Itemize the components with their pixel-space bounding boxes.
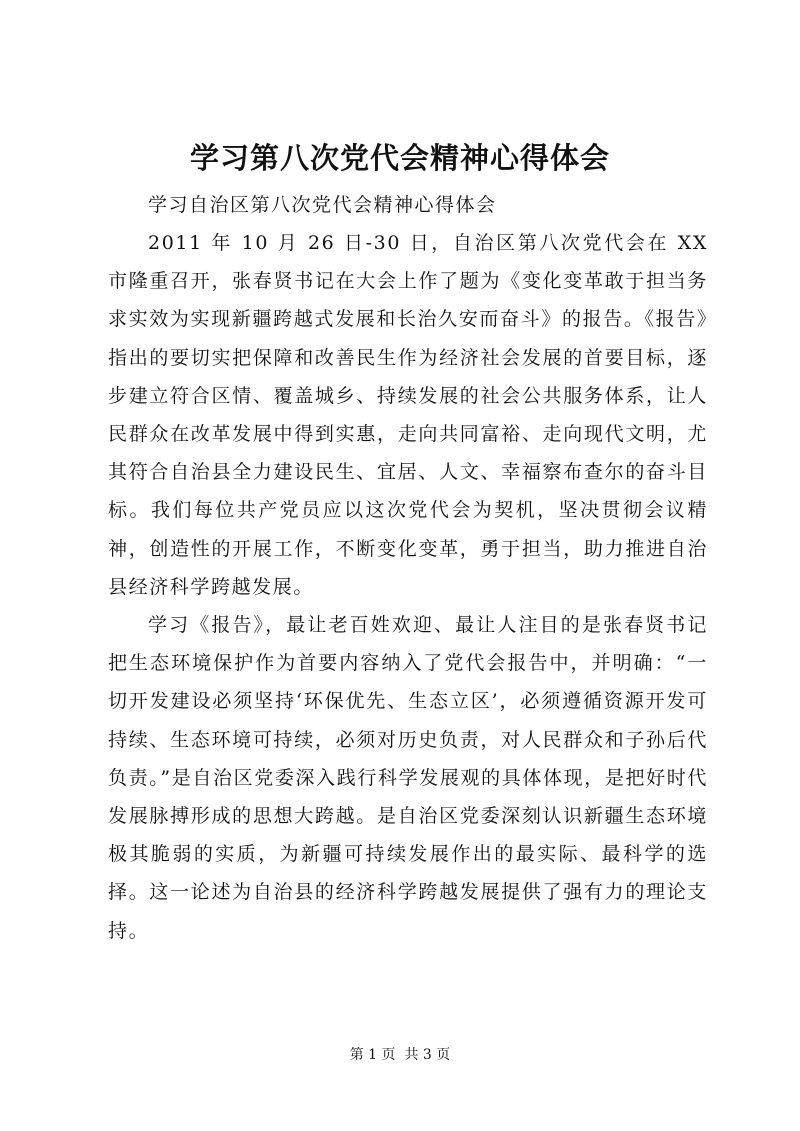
document-title: 学习第八次党代会精神心得体会 <box>189 141 610 175</box>
paragraph-2: 学习《报告》，最让老百姓欢迎、最让人注目的是张春贤书记把生态环境保护作为首要内容纳入了党代会报告中，并明确：“一切开发建设必须坚持‘环保优先、生态立区’，必须遵循资源开发可持续、生态环境可持续，必须对历史负责，对人民群众和子孙后代负责。”是自治区党委深入践行科学发展观的具体体现，是把好时代发展脉搏形成的思想大跨越。是自治区党委深刻认识新疆生态环境极其脆弱的实质，为新疆可持续发展作出的最实际、最科学的选择。这一论述为自治县的经济科学跨越发展提供了强有力的理论支持。 <box>108 614 708 942</box>
paragraph-1: 2011 年 10 月 26 日-30 日，自治区第八次党代会在 XX 市隆重召开，张春贤书记在大会上作了题为《变化变革敢于担当务求实效为实现新疆跨越式发展和长治久安而奋斗》的报告。《报告》指出的要切实把保障和改善民生作为经济社会发展的首要目标，逐步建立符合区情、覆盖城乡、持续发展的社会公共服务体系，让人民群众在改革发展中得到实惠，走向共同富裕、走向现代文明，尤其符合自治县全力建设民生、宜居、人文、幸福察布查尔的奋斗目标。我们每位共产党员应以这次党代会为契机，坚决贯彻会议精神，创造性的开展工作，不断变化变革，勇于担当，助力推进自治县经济科学跨越发展。 <box>108 232 708 598</box>
document-subtitle: 学习自治区第八次党代会精神心得体会 <box>148 194 497 216</box>
page-number-label: 第 1 页 共 3 页 <box>349 1047 451 1063</box>
document-body <box>108 186 708 950</box>
page-footer <box>0 1045 800 1065</box>
